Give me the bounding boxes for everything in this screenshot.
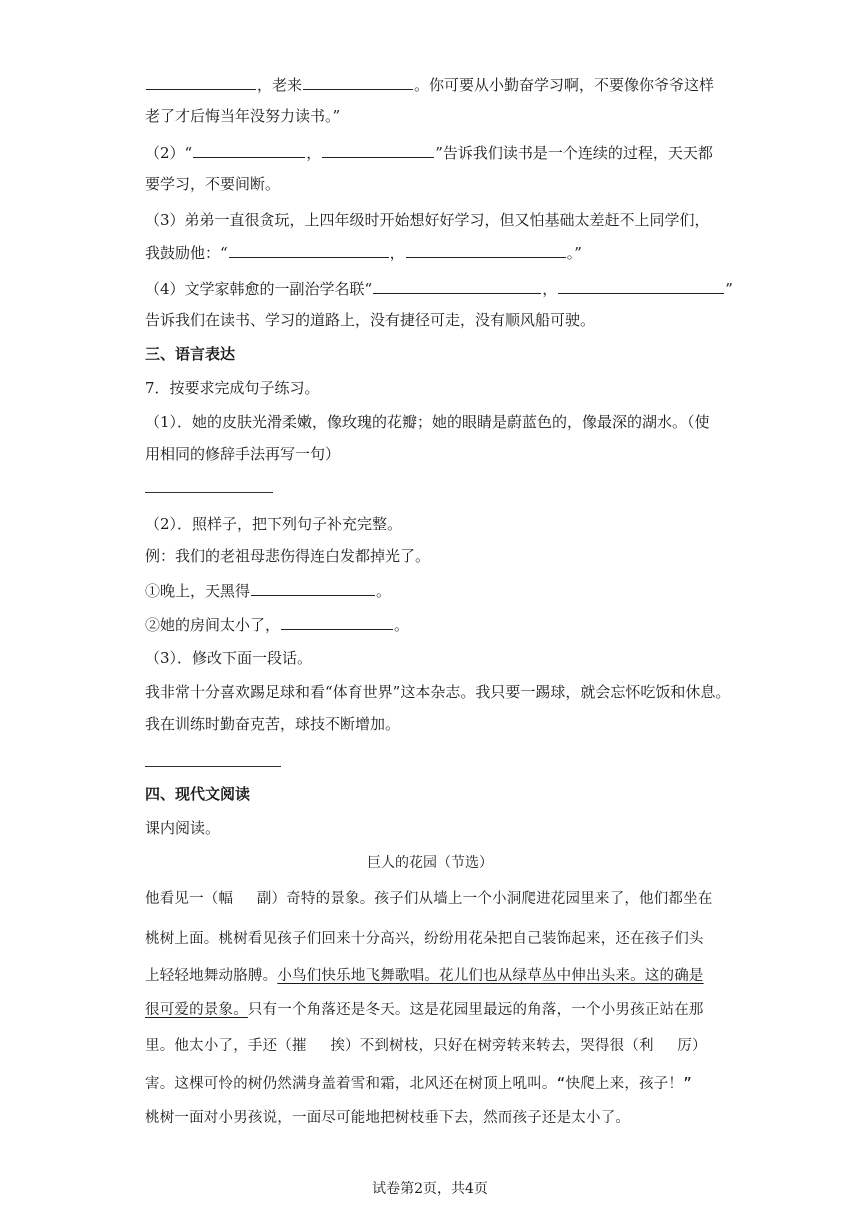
underlined-sentence: 很可爱的景象。: [145, 1002, 248, 1018]
q6-sub2-line-2: 要学习，不要间断。: [145, 175, 281, 193]
q6-line-1: [145, 74, 714, 95]
text: 上轻轻地舞动胳膊。: [145, 968, 278, 984]
text: ，: [389, 244, 405, 262]
answer-blank[interactable]: [303, 74, 413, 90]
passage-line-1: 他看见一（幅 副）奇特的景象。孩子们从墙上一个小洞爬进花园里来了，他们都坐在: [145, 891, 713, 907]
text: ②她的房间太小了，: [145, 616, 281, 634]
text: 我鼓励他：“: [145, 244, 228, 262]
answer-blank[interactable]: [193, 142, 305, 158]
answer-blank[interactable]: [322, 142, 434, 158]
q6-line-2: 老了才后悔当年没努力读书。”: [145, 107, 341, 125]
text: ”: [725, 280, 733, 298]
text: （4）文学家韩愈的一副治学名联“: [145, 280, 373, 298]
passage-line-4: [145, 1000, 704, 1020]
answer-blank[interactable]: [406, 242, 566, 258]
answer-blank[interactable]: [558, 278, 724, 294]
q6-sub4-line-1: [145, 278, 733, 299]
text: ①晚上，天黑得: [145, 582, 251, 600]
answer-line[interactable]: [145, 766, 281, 767]
q7-part1-line-1: （1）．她的皮肤光滑柔嫩，像玫瑰的花瓣；她的眼睛是蔚蓝色的，像最深的湖水。（使: [145, 413, 710, 431]
passage-line-7: 桃树一面对小男孩说，一面尽可能地把树枝垂下去，然而孩子还是太小了。: [145, 1110, 631, 1126]
q7-item-2: [145, 614, 409, 635]
q6-sub3-line-2: [145, 242, 582, 263]
section-heading: 三、语言表达: [145, 345, 236, 363]
passage-line-2: 桃树上面。桃树看见孩子们回来十分高兴，纷纷用花朵把自己装饰起来，还在孩子们头: [145, 931, 704, 947]
q7-part1-line-2: 用相同的修辞手法再写一句）: [145, 445, 341, 463]
text: 。: [376, 582, 392, 600]
passage-line-6: 害。这棵可怜的树仍然满身盖着雪和霜，北风还在树顶上吼叫。“快爬上来，孩子！”: [145, 1076, 693, 1092]
text: 。: [394, 616, 410, 634]
answer-blank[interactable]: [251, 580, 375, 596]
reading-intro: 课内阅读。: [145, 819, 221, 837]
question-7: 7．按要求完成句子练习。: [145, 379, 320, 397]
underlined-sentence: 小鸟们快乐地飞舞歌唱。花儿们也从绿草丛中伸出头来。这的确是: [277, 968, 704, 984]
answer-blank[interactable]: [146, 74, 256, 90]
section-heading: 四、现代文阅读: [145, 785, 251, 803]
passage-line-5: 里。他太小了，手还（摧 挨）不到树枝，只好在树旁转来转去，哭得很（利 厉）: [145, 1038, 707, 1054]
q7-item-1: [145, 580, 391, 601]
q6-sub2-line-1: [145, 142, 713, 163]
page-footer: 试卷第2页，共4页: [372, 1181, 488, 1197]
q7-example: 例：我们的老祖母悲伤得连白发都掉光了。: [145, 547, 431, 565]
text: 。”: [566, 244, 582, 262]
q7-part3: （3）．修改下面一段话。: [145, 649, 313, 667]
answer-line[interactable]: [145, 492, 273, 493]
text: ，老来: [257, 76, 303, 94]
text: ”告诉我们读书是一个连续的过程，天天都: [435, 144, 713, 162]
answer-blank[interactable]: [229, 242, 389, 258]
q7-paragraph-line-2: 我在训练时勤奋克苦，球技不断增加。: [145, 715, 401, 733]
q7-paragraph-line-1: 我非常十分喜欢踢足球和看“体育世界”这本杂志。我只要一踢球，就会忘怀吃饭和休息。: [145, 683, 731, 701]
passage-title: 巨人的花园（节选）: [367, 855, 493, 871]
text: ，: [306, 144, 322, 162]
answer-blank[interactable]: [373, 278, 541, 294]
passage-line-3: [145, 966, 704, 986]
text: （2）“: [145, 144, 193, 162]
q7-part2: （2）．照样子，把下列句子补充完整。: [145, 515, 403, 533]
q6-sub3-line-1: （3）弟弟一直很贪玩，上四年级时开始想好好学习，但又怕基础太差赶不上同学们，: [145, 211, 710, 229]
q6-sub4-line-2: 告诉我们在读书、学习的道路上，没有捷径可走，没有顺风船可驶。: [145, 311, 596, 329]
text: 。你可要从小勤奋学习啊，不要像你爷爷这样: [414, 76, 715, 94]
answer-blank[interactable]: [281, 614, 393, 630]
text: 只有一个角落还是冬天。这是花园里最远的角落，一个小男孩正站在那: [247, 1002, 704, 1018]
text: ，: [542, 280, 558, 298]
